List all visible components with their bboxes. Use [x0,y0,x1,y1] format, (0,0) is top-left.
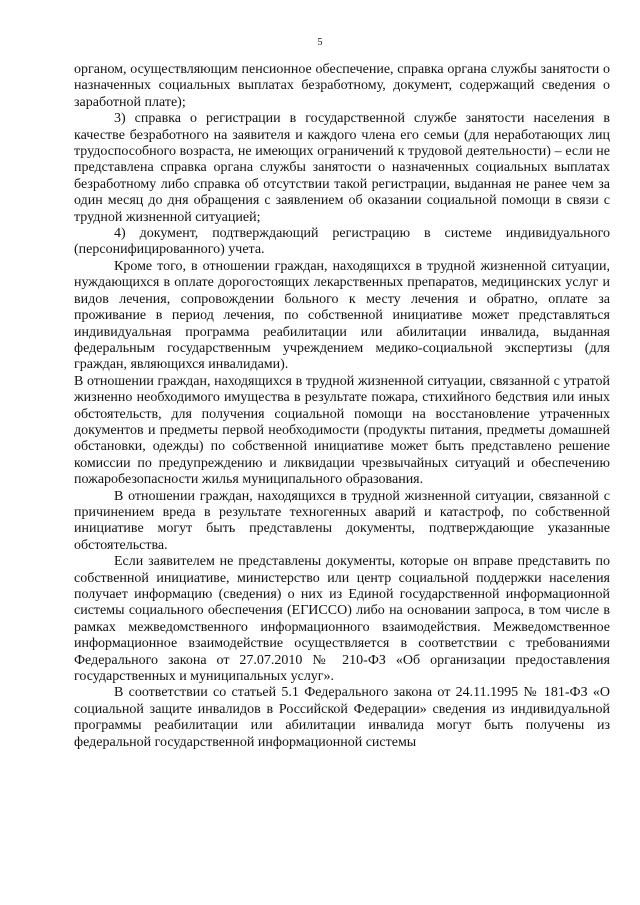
document-body [74,62,610,751]
page-number: 5 [317,37,323,48]
paragraph-1: органом, осуществляющим пенсионное обеспечение, справка органа службы занятости о назначенных социальных выплатах безработному, документ, содержащий сведения о заработной плате); [74,62,610,110]
paragraph-8: В соответствии со статьей 5.1 Федерального закона от 24.11.1995 № 181-ФЗ «О социальной защите инвалидов в Российской Федерации» сведения из индивидуальной программы реабилитации или абилитации инвалида могут быть получены из федеральной государственной информационной системы [74,685,610,750]
paragraph-5: В отношении граждан, находящихся в трудной жизненной ситуации, связанной с утратой жизненно необходимого имущества в результате пожара, стихийного бедствия или иных обстоятельств, для получения социальной помощи на восстановление утраченных документов и предметы первой необходимости (продукты питания, предметы домашней обстановки, одежды) по собственной инициативе может быть представлено решение комиссии по предупреждению и ликвидации чрезвычайных ситуаций и обеспечению пожаробезопасности жилья муниципального образования. [74,373,610,488]
paragraph-3: 4) документ, подтверждающий регистрацию в системе индивидуального (персонифицированного) учета. [74,226,610,258]
paragraph-2: 3) справка о регистрации в государственной службе занятости населения в качестве безработного на заявителя и каждого члена его семьи (для неработающих лиц трудоспособного возраста, не имеющих ограничений к трудовой деятельности) – если не представлена справка органа службы занятости о назначенных социальных выплатах безработному либо справка об отсутствии такой регистрации, выданная не ранее чем за один месяц до дня обращения с заявлением об оказании социальной помощи в связи с трудной жизненной ситуацией; [74,111,610,225]
paragraph-6: В отношении граждан, находящихся в трудной жизненной ситуации, связанной с причинением вреда в результате техногенных аварий и катастроф, по собственной инициативе могут быть представлены документы, подтверждающие указанные обстоятельства. [74,488,610,553]
paragraph-4: Кроме того, в отношении граждан, находящихся в трудной жизненной ситуации, нуждающихся в оплате дорогостоящих лекарственных препаратов, медицинских услуг и видов лечения, сопровождении больного к месту лечения и обратно, оплате за проживание в период лечения, по собственной инициативе может представляться индивидуальная программа реабилитации или абилитации инвалида, выданная федеральным государственным учреждением медико-социальной экспертизы (для граждан, являющихся инвалидами). [74,258,610,373]
paragraph-7: Если заявителем не представлены документы, которые он вправе представить по собственной инициативе, министерство или центр социальной поддержки населения получает информацию (сведения) о них из Единой государственной информационной системы социального обеспечения (ЕГИССО) либо на основании запроса, в том числе в рамках межведомственного информационного взаимодействия. Межведомственное информационное взаимодействие осуществляется в соответствии с требованиями Федерального закона от 27.07.2010 № 210-ФЗ «Об организации предоставления государственных и муниципальных услуг». [74,554,610,685]
